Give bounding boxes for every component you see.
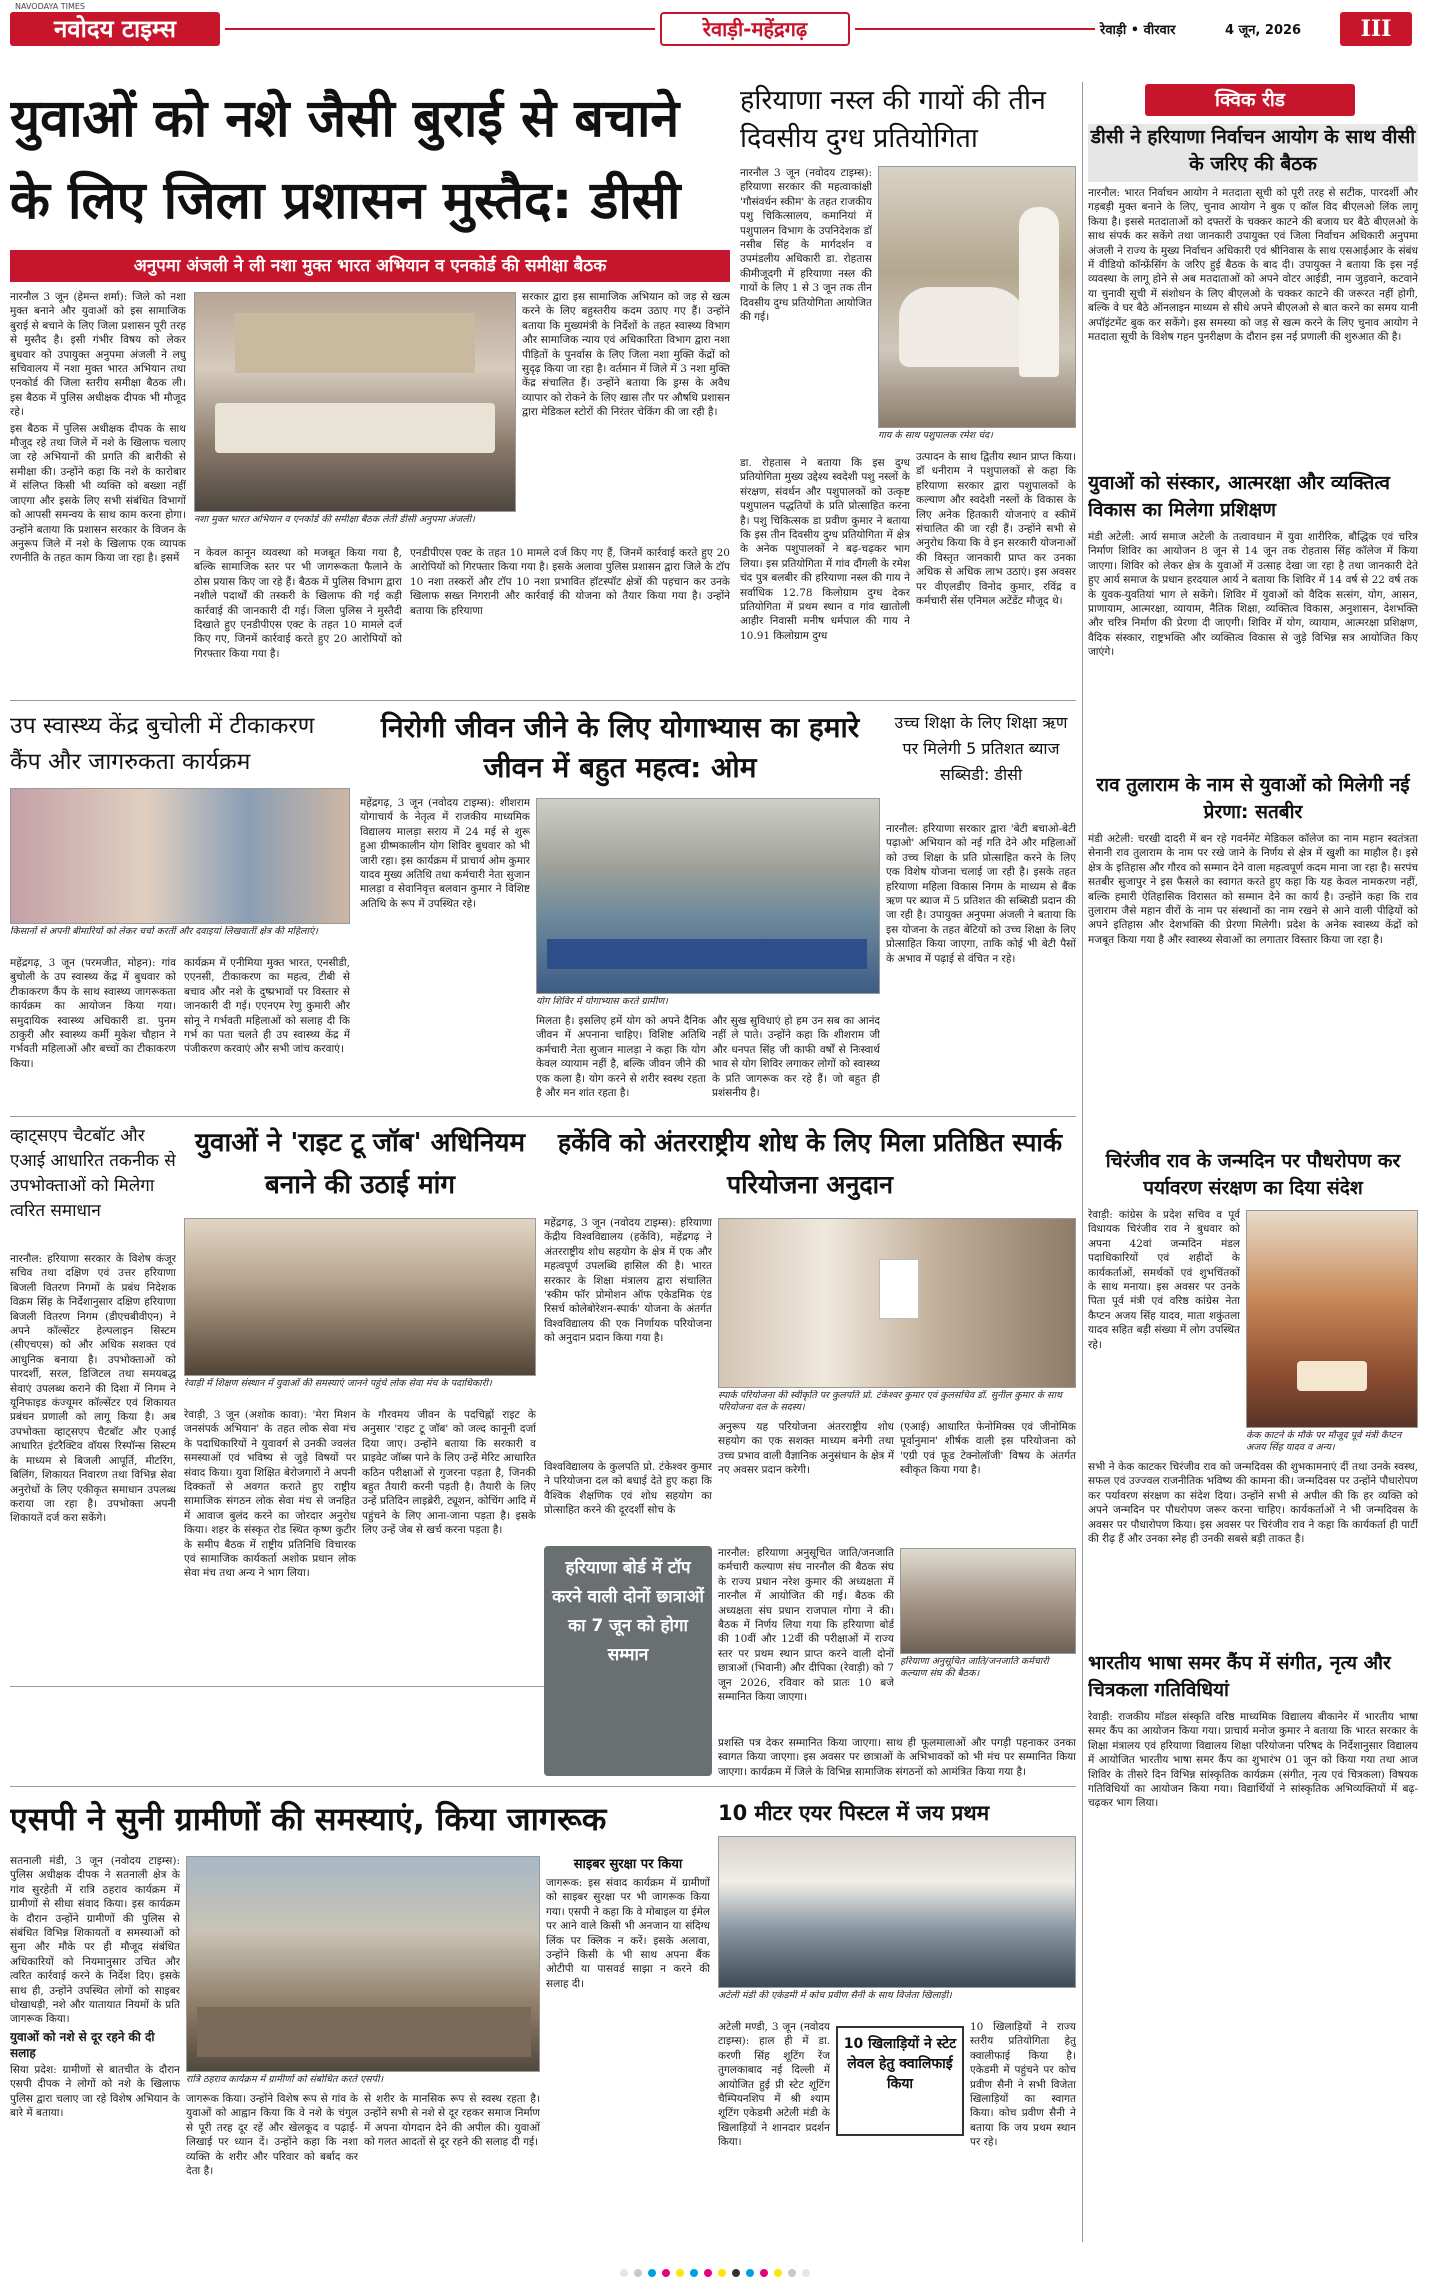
tika-col-2: कार्यक्रम में एनीमिया मुक्त भारत, एनसीडी, एएनसी, टीकाकरण का महत्व, टीबी से बचाव और नशे के दुष्प्रभावों पर विस्तार से जानकारी दी गई। एएनएम रेणु कुमारी और सोनू ने गर्भवती महिलाओं को सलाह दी कि गर्भ का पता चलते ही उप स्वास्थ्य केंद्र में पंजीकरण करवाएं और सभी जांच करवाएं। [184, 957, 350, 1056]
page-number: III [1340, 12, 1412, 46]
sp-col-2: जागरूक किया। उन्होंने विशेष रूप से गांव के युवाओं को आह्वान किया कि वे नशे के चंगुल से पूरी तरह दूर रहें और खेलकूद व पढ़ाई-लिखाई पर ध्यान दें। उन्होंने कहा कि नशा व्यक्ति के शरीर और परिवार को बर्बाद कर देता है। [186, 2093, 358, 2178]
sp-photo [186, 1856, 540, 2072]
yoga-headline: निरोगी जीवन जीने के लिए योगाभ्यास का हमारे जीवन में बहुत महत्व: ओम [380, 711, 860, 784]
spark-col-2: विश्वविद्यालय के कुलपति प्रो. टंकेश्वर कुमार ने परियोजना दल को बधाई देते हुए कहा कि वैश्विक शैक्षणिक एवं शोध सहयोग का प्रोत्साहित करने की दूरदर्शी सोच के [544, 1461, 712, 1517]
yoga-photo [536, 798, 880, 994]
tika-headline: उप स्वास्थ्य केंद्र बुचोली में टीकाकरण कैंप और जागरुकता कार्यक्रम [10, 713, 315, 775]
certificate [879, 1259, 919, 1319]
tika-col-1: महेंद्रगढ़, 3 जून (परमजीत, मोहन): गांव बुचोली के उप स्वास्थ्य केंद्र में बुधवार को टीकाकरण कैंप के साथ स्वास्थ्य जागरूकता कार्यक्रम का आयोजन किया गया। समुदायिक स्वास्थ्य अधिकारी डा. पुनम ठाकुरी और स्वास्थ्य कर्मी मुकेश चौहान ने गर्भवती महिलाओं और बच्चों का टीकाकरण किया। [10, 957, 176, 1070]
sp-col-4-text: जागरूक: इस संवाद कार्यक्रम में ग्रामीणों को साइबर सुरक्षा पर भी जागरूक किया गया। एसपी ने कहा कि वे मोबाइल या ईमेल पर आने वाले किसी भी अनजान या संदिग्ध लिंक पर क्लिक न करें। इसके अलावा, उन्होंने किसी के भी साथ अपना बैंक ओटीपी या पासवर्ड साझा न करने की सलाह दी। [546, 1877, 710, 1990]
quick-text-2: मंडी अटेली: आर्य समाज अटेली के तत्वावधान में युवा शारीरिक, बौद्धिक एवं चरित्र निर्माण शिविर का आयोजन 8 जून से 14 जून तक रोहतास सिंह कॉलेज में किया जाएगा। शिविर को लेकर क्षेत्र के युवाओं में उत्साह देखा जा रहा है तथा जानकारी देते हुए आर्य समाज के प्रधान हरदयाल आर्य ने बताया कि शिविर में 14 वर्ष से 22 वर्ष तक के युवक-युवतियां भाग ले सकेंगे। शिविर में युवाओं को वैदिक सत्संग, योग, आसन, प्राणायाम, आत्मरक्षा, व्यायाम, नैतिक शिक्षा, व्यक्तित्व विकास, अनुशासन, देशभक्ति और चरित्र निर्माण की प्रेरणा दी जाएगी। शिविर में योग, व्यायाम, आत्मरक्षा प्रशिक्षण, वैदिक संस्कार, राष्ट्रभक्ति और व्यक्तित्व विकास से जुड़े विभिन्न सत्र आयोजित किए जाएंगे। [1088, 531, 1418, 659]
sp-col-4 [546, 1856, 710, 2240]
yoga-col-2: मिलता है। इसलिए हमें योग को अपने दैनिक जीवन में अपनाना चाहिए। विशिष्ट अतिथि कर्मचारी नेता सुजान मालड़ा ने कहा कि योग केवल व्यायाम नहीं है, बल्कि जीवन जीने की एक कला है। योग करने से शरीर स्वस्थ रहता है और मन शांत रहता है। [536, 1015, 706, 1100]
yoga-caption: योग शिविर में योगाभ्यास करते ग्रामीण। [536, 996, 668, 1007]
rtw-headline: युवाओं ने 'राइट टू जॉब' अधिनियम बनाने की उठाई मांग [194, 1128, 526, 1200]
spark-col-1: महेंद्रगढ़, 3 जून (नवोदय टाइम्स): हरियाणा केंद्रीय विश्वविद्यालय (हकेंवि), महेंद्रगढ़ ने अंतरराष्ट्रीय शोध सहयोग के क्षेत्र में एक और महत्वपूर्ण उपलब्धि हासिल की है। भारत सरकार के शिक्षा मंत्रालय द्वारा संचालित 'स्कीम फॉर प्रोमोशन ऑफ एकेडमिक एंड रिसर्च कोलेबोरेशन-स्पार्क' योजना के अंतर्गत विश्वविद्यालय की एक निर्णायक परियोजना को अनुदान प्रदान किया गया है। [544, 1217, 712, 1345]
sp-caption: रात्रि ठहराव कार्यक्रम में ग्रामीणों को संबोधित करते एसपी। [186, 2074, 384, 2085]
masthead-small: NAVODAYA TIMES [15, 2, 86, 11]
divider-mid-1 [10, 1116, 1076, 1117]
board-box: हरियाणा बोर्ड में टॉप करने वाली दोनों छात्राओं का 7 जून को होगा सम्मान [544, 1546, 712, 1776]
farmer-figure [1019, 207, 1059, 377]
lead-col-2: सरकार द्वारा इस सामाजिक अभियान को जड़ से खत्म करने के लिए बहुस्तरीय कदम उठाए गए हैं। उन्होंने बताया कि मुख्यमंत्री के निर्देशों के तहत स्वास्थ्य विभाग और सामाजिक न्याय एवं अधिकारिता विभाग द्वारा नशा पीड़ितों के पुनर्वास के लिए जिला नशा मुक्ति केंद्रों को सुदृढ़ किया जा रहा है। वर्तमान में जिले में 3 नशा मुक्ति केंद्र संचालित हैं। उन्होंने बताया कि ड्रग्स के अवैध व्यापार को रोकने के लिए खास तौर पर औषधि प्रशासन द्वारा मेडिकल स्टोरों की निरंतर चेकिंग की जा रही है। [522, 291, 730, 419]
cow-photo [878, 166, 1076, 428]
lead-col-1: नारनौल 3 जून (हेमन्त शर्मा): जिले को नशा मुक्त बनाने और युवाओं को इस सामाजिक बुराई से बचाने के लिए जिला प्रशासन पूरी तरह से मुस्तैद है। इसी गंभीर विषय को लेकर बुधवार को उपायुक्त अनुपमा अंजली ने लघु सचिवालय में नशा मुक्त भारत अभियान तथा एनकोर्ड की जिला स्तरीय समीक्षा बैठक ली। इस बैठक में पुलिस अधीक्षक दीपक भी मौजूद रहे। इस बैठक में पुलिस अधीक्षक दीपक के साथ मौजूद रहे तथा जिले में नशे के खिलाफ चलाए जा रहे अभियानों की प्रगति की बारीकी से समीक्षा की। उन्होंने कहा कि नशे के कारोबार में संलिप्त किसी भी व्यक्ति को बख्शा नहीं जाएगा और इसके लिए सभी संबंधित विभागों को आपसी समन्वय के साथ काम करना होगा। उन्होंने बताया कि प्रशासन सरकार के विजन के अनुरूप जिले में नशे के खिलाफ एक व्यापक रणनीति के तहत काम किया जा रहा है। इसमें [10, 291, 186, 565]
quick-headline-4: चिरंजीव राव के जन्मदिन पर पौधरोपण कर पर्यावरण संरक्षण का दिया संदेश [1105, 1150, 1401, 1199]
cow-caption: गाय के साथ पशुपालक रमेश चंद। [878, 430, 993, 441]
shiksha-headline: उच्च शिक्षा के लिए शिक्षा ऋण पर मिलेगी 5 प्रतिशत ब्याज सब्सिडी: डीसी [894, 713, 1068, 784]
yoga-col-1: महेंद्रगढ़, 3 जून (नवोदय टाइम्स): शीशराम योगाचार्य के नेतृत्व में राजकीय माध्यमिक विद्यालय मालड़ा सराय में 24 मई से शुरू हुआ ग्रीष्मकालीन योग शिविर बुधवार को भी जारी रहा। इस कार्यक्रम में प्राचार्य ओम कुमार यादव मुख्य अतिथि तथा कर्मचारी नेता सुजान मालड़ा व सेवानिवृत्त बलवान कुमार ने विशिष्ट अतिथि के रूप में उपस्थित रहे। [360, 797, 530, 910]
cake-figure [1297, 1361, 1367, 1391]
masthead-bar [10, 2, 1418, 52]
top-rule-right [855, 28, 1095, 30]
quick-text-3: मंडी अटेली: चरखी दादरी में बन रहे गवर्नमेंट मेडिकल कॉलेज का नाम महान स्वतंत्रता सेनानी राव तुलाराम के नाम पर रखे जाने के निर्णय से क्षेत्र में खुशी का माहौल है। इसे क्षेत्र के इतिहास और गौरव को सम्मान देने वाला महत्वपूर्ण कदम माना जा रहा है। सरपंच सतबीर सुजापुर ने इस फैसले का स्वागत करते हुए कहा कि यह केवल नामकरण नहीं, बल्कि हमारी ऐतिहासिक विरासत को सम्मान देने का कार्य है। उन्होंने कहा कि राव तुलाराम जैसे महान वीरों के नाम पर संस्थानों का नाम रखने से आने वाली पीढ़ियों को अपने इतिहास और देशभक्ति की प्रेरणा मिलेगी। प्रदेश के अनेक स्वास्थ्य केंद्रों को मजबूत किया गया है और स्वास्थ्य सेवाओं का लगातार विस्तार किया जा रहा है। [1088, 833, 1418, 946]
spark-headline: हकेंवि को अंतरराष्ट्रीय शोध के लिए मिला प्रतिष्ठित स्पार्क परियोजना अनुदान [557, 1128, 1063, 1199]
cow-col-2: डा. रोहतास ने बताया कि इस दुग्ध प्रतियोगिता मुख्य उद्देश्य स्वदेशी पशु नस्लों के संरक्षण, संवर्धन और पशुपालकों को उत्कृष्ट पशुपालन पद्धतियों के प्रति प्रोत्साहित करना है। पशु चिकित्सक डा प्रवीण कुमार ने बताया कि इस तीन दिवसीय दुग्ध प्रतियोगिता में क्षेत्र के अनेक पशुपालकों ने बढ़-चढ़कर भाग लिया। इस प्रतियोगिता में गांव दौंगली के रमेश चंद पुत्र बलबीर की हरियाणा नस्ल की गाय ने सर्वाधिक 12.78 किलोग्राम दुग्ध देकर प्रतियोगिता में प्रथम स्थान व गांव खातोली आहीर निवासी मनीष धर्मपाल की गाय ने 10.91 किलोग्राम दुग्ध [740, 457, 910, 642]
cow-col-1: नारनौल 3 जून (नवोदय टाइम्स): हरियाणा सरकार की महत्वाकांक्षी 'गौसंवर्धन स्कीम' के तहत राजकीय पशु चिकित्सालय, कमानियां में पशुपालन विभाग के उपनिदेशक डॉ नसीब सिंह के मार्गदर्शन व उपमंडलीय अधिकारी डा. रोहतास कीमीजूदगी में हरियाणा नस्ल की गायों के लिए 1 से 3 जून तक तीन दिवसीय दुग्ध प्रतियोगिता आयोजित की गई। [740, 167, 872, 324]
sp-col-4-head: साइबर सुरक्षा पर किया [573, 1857, 683, 1872]
lead-photo-table [215, 403, 495, 453]
shiksha-text: नारनौल: हरियाणा सरकार द्वारा 'बेटी बचाओ-बेटी पढ़ाओ' अभियान को नई गति देने और महिलाओं को उच्च शिक्षा के प्रति प्रोत्साहित करने के लिए एक विशेष योजना चलाई जा रही है। इसके तहत हरियाणा महिला विकास निगम के माध्यम से बैंक ऋण पर ब्याज में 5 प्रतिशत की सब्सिडी प्रदान की जा रही है। उपायुक्त अनुपमा अंजली ने बताया कि इस योजना के तहत बेटियों को उच्च शिक्षा के लिए प्रोत्साहित किया जाएगा, ताकि कोई भी बेटी पैसों के अभाव में पढ़ाई से वंचित न रहे। [886, 823, 1076, 965]
top-rule-left [225, 28, 655, 30]
divider-lead [10, 700, 1076, 701]
sp-headline: एसपी ने सुनी ग्रामीणों की समस्याएं, किया जागरूक [10, 1800, 607, 1838]
section-title: रेवाड़ी-महेंद्रगढ़ [660, 12, 850, 46]
spark-caption: स्पार्क परियोजना की स्वीकृति पर कुलपति प्रो. टंकेश्वर कुमार एवं कुलसचिव डॉ. सुनील कुमार के साथ परियोजना दल के सदस्य। [718, 1390, 1062, 1413]
quick-headline-5: भारतीय भाषा समर कैंप में संगीत, नृत्य और चित्रकला गतिविधियां [1088, 1652, 1391, 1701]
lead-subhead: अनुपमा अंजली ने ली नशा मुक्त भारत अभियान व एनकोर्ड की समीक्षा बैठक [10, 250, 730, 282]
divider-right-column [1082, 82, 1083, 2242]
divider-mid-3 [10, 1786, 1076, 1787]
yoga-col-3: और सुख सुविधाएं हो हम उन सब का आनंद नहीं ले पाते। उन्होंने कहा कि शीशराम जी और धनपत सिंह जी काफी वर्षों से निःस्वार्थ भाव से योग शिविर लगाकर लोगों को स्वास्थ्य के प्रति जागरूक कर रहे हैं। जो बहुत ही प्रशंसनीय है। [712, 1015, 880, 1100]
pistol-box: 10 खिलाड़ियों ने स्टेट लेवल हेतु क्वालिफाई किया [836, 2026, 964, 2136]
sp-photo-crowd [197, 2007, 531, 2057]
lead-col-3: न केवल कानून व्यवस्था को मजबूत किया गया है, बल्कि सामाजिक स्तर पर भी जागरूकता फैलाने के ठोस प्रयास किए जा रहे हैं। बैठक में पुलिस विभाग द्वारा नशीले पदार्थों की तस्करी के खिलाफ की गई कड़ी कार्रवाई की जानकारी दी गई। जिला पुलिस ने मुस्तैदी दिखाते हुए एनडीपीएस एक्ट के तहत 10 मामले दर्ज किए गए, जिनमें कार्रवाई करते हुए 20 आरोपियों को गिरफ्तार किया गया है। [194, 547, 402, 660]
spark-col-4: (एआई) आधारित फेनोमिक्स एवं जीनोमिक पूर्वानुमान' शीर्षक वाली इस परियोजना को 'एग्री एवं फूड टेक्नोलॉजी' विषय के अंतर्गत स्वीकृत किया गया है। [900, 1421, 1076, 1477]
header-city-day: रेवाड़ी • वीरवार [1100, 23, 1176, 38]
spark-col-3: अनुरूप यह परियोजना अंतरराष्ट्रीय शोध सहयोग का एक सशक्त माध्यम बनेगी तथा उच्च प्रभाव वाली वैज्ञानिक अनुसंधान के क्षेत्र में नए अवसर प्रदान करेगी। [718, 1421, 894, 1477]
helpline-headline: व्हाट्सएप चैटबॉट और एआई आधारित तकनीक से उपभोक्ताओं को मिलेगा त्वरित समाधान [10, 1126, 176, 1221]
chiranjeev-photo [1246, 1210, 1418, 1428]
pistol-caption: अटेली मंडी की एकेडमी में कोच प्रवीण सैनी के साथ विजेता खिलाड़ी। [718, 1990, 952, 2001]
lead-photo-caption: नशा मुक्त भारत अभियान व एनकोर्ड की समीक्षा बैठक लेती डीसी अनुपमा अंजली। [194, 514, 475, 525]
rtw-photo [184, 1218, 536, 1376]
cow-headline: हरियाणा नस्ल की गायों की तीन दिवसीय दुग्ध प्रतियोगिता [740, 85, 1046, 154]
rtw-caption: रेवाड़ी में शिक्षण संस्थान में युवाओं की समस्याएं जानने पहुंचे लोक सेवा मंच के पदाधिकारी। [184, 1378, 492, 1389]
masthead-logo: नवोदय टाइम्स [10, 12, 220, 46]
pistol-headline: 10 मीटर एयर पिस्टल में जय प्रथम [718, 1801, 990, 1825]
pistol-col-2: 10 खिलाड़ियों ने राज्य स्तरीय प्रतियोगिता हेतु क्वालीफाई किया है। एकेडमी में पहुंचने पर कोच प्रवीण सैनी ने सभी विजेता खिलाड़ियों का स्वागत किया। कोच प्रवीण सैनी ने बताया कि जय प्रथम स्थान पर रहे। [970, 2021, 1076, 2149]
quick-text-4: रेवाड़ी: कांग्रेस के प्रदेश सचिव व पूर्व विधायक चिरंजीव राव ने बुधवार को अपना 42वां जन्मदिन मंडल पदाधिकारियों एवं शहीदों के कार्यकर्ताओं, समर्थकों एवं शुभचिंतकों के साथ मनाया। इस अवसर पर उनके पिता पूर्व मंत्री एवं वरिष्ठ कांग्रेस नेता कैप्टन अजय सिंह यादव, माता शकुंतला यादव सहित बड़ी संख्या में लोग उपस्थित रहे। [1088, 1209, 1240, 1351]
chiranjeev-caption: केक काटने के मौके पर मौजूद पूर्व मंत्री कैप्टन अजय सिंह यादव व अन्य। [1246, 1430, 1402, 1453]
quick-headline-3: राव तुलाराम के नाम से युवाओं को मिलेगी नई प्रेरणा: सतबीर [1096, 774, 1410, 823]
lead-photo-banner [235, 313, 475, 373]
helpline-text: नारनौल: हरियाणा सरकार के विशेष कंजूर सचिव तथा दक्षिण एवं उत्तर हरियाणा बिजली वितरण निगमों के प्रबंध निदेशक विक्रम सिंह के निर्देशानुसार दक्षिण हरियाणा बिजली वितरण निगम (डीएचबीवीएन) ने अपने कॉल्सेंटर हेल्पलाइन सिस्टम (सीएचएस) को और अधिक सशक्त एवं आधुनिक बनाया है। उपभोक्ताओं को पारदर्शी, सरल, डिजिटल तथा समयबद्ध सेवाएं उपलब्ध कराने की दिशा में निगम ने यूनिफाइड कंज्यूमर कॉल्सेंटर एवं शिकायत प्रबंधन प्रणाली को लागू किया है। अब उपभोक्ता व्हाट्सएप चैटबॉट और एआई आधारित इंटरैक्टिव वॉयस रिस्पॉन्स सिस्टम के माध्यम से बिजली आपूर्ति, मीटरिंग, बिलिंग, शिकायत निवारण तथा विभिन्न सेवा अनुरोधों के लिए एकीकृत समाधान उपलब्ध कराया जा रहा है। उपभोक्ता अपनी शिकायतें दर्ज करा सकेंगे। [10, 1253, 176, 1525]
spark-photo [718, 1218, 1076, 1388]
board-col-2: प्रशस्ति पत्र देकर सम्मानित किया जाएगा। साथ ही फूलमालाओं और पगड़ी पहनाकर उनका स्वागत किया जाएगा। इस अवसर पर छात्राओं के अभिभावकों को भी मंच पर सम्मानित किया जाएगा। कार्यक्रम में जिले के विभिन्न सामाजिक संगठनों को आमंत्रित किया गया है। [718, 1737, 1076, 1778]
quick-read-label: क्विक रीड [1145, 84, 1355, 116]
lead-headline: युवाओं को नशे जैसी बुराई से बचाने के लिए जिला प्रशासन मुस्तैद: डीसी [10, 89, 681, 231]
quick-text-4b: सभी ने केक काटकर चिरंजीव राव को जन्मदिवस की शुभकामनाएं दीं तथा उनके स्वस्थ, सफल एवं उज्ज्वल राजनीतिक भविष्य की कामना की। जन्मदिवस पर उन्होंने पौधारोपण कर पर्यावरण संरक्षण का संदेश दिया। उन्होंने सभी से अपील की कि हर व्यक्ति को अपने जन्मदिन पर पौधरोपण जरूर करना चाहिए। कार्यकर्ताओं ने भी जन्मदिवस के अवसर पर पौधारोपण किया। इस अवसर पर चिरंजीव राव ने कहा कि कार्यकर्ता ही पार्टी की रीढ़ हैं और उनका स्नेह ही उनकी सबसे बड़ी ताकत है। [1088, 1461, 1418, 1546]
lead-photo [194, 292, 516, 512]
cow-col-3: उत्पादन के साथ द्वितीय स्थान प्राप्त किया। डॉ धनीराम ने पशुपालकों से कहा कि हरियाणा सरकार द्वारा पशुपालकों के कल्याण और स्वदेशी नस्लों के विकास के लिए अनेक हितकारी योजनाएं व स्कीमें संचालित की जा रही हैं। उन्होंने सभी से अनुरोध किया कि वे इन सरकारी योजनाओं की विस्तृत जानकारी प्राप्त कर उनका अधिक से अधिक लाभ उठाएं। इस अवसर पर वीएलडीए विनोद कुमार, रविंद्र व कर्मचारी सेंस एनिमल अटेंडेंट मौजूद थे। [916, 451, 1076, 608]
quick-headline-2: युवाओं को संस्कार, आत्मरक्षा और व्यक्तित्व विकास का मिलेगा प्रशिक्षण [1088, 472, 1390, 521]
sp-subhead: युवाओं को नशे से दूर रहने की दी सलाह [10, 2029, 155, 2060]
quick-headline-1: डीसी ने हरियाणा निर्वाचन आयोग के साथ वीसी के जरिए की बैठक [1088, 124, 1418, 182]
sp-col-3: से शरीर के मानसिक रूप से स्वस्थ रहता है। उन्होंने सभी से नशे से दूर रहकर समाज निर्माण में अपना योगदान देने की अपील की। युवाओं को गलत आदतों से दूर रहने की सलाह दी गई। [364, 2093, 540, 2149]
yoga-mats [547, 939, 867, 969]
divider-mid-2 [10, 1686, 544, 1687]
pistol-photo [718, 1836, 1076, 1988]
rtw-col-1: रेवाड़ी, 3 जून (अशोक कावा): 'मेरा मिशन जनसंपर्क अभियान' के तहत लोक सेवा मंच के पदाधिकारियों ने युवावर्ग से उनकी ज्वलंत समस्याओं एवं भविष्य से जुड़े विषयों पर संवाद किया। युवा शिक्षित बेरोजगारों ने अपनी दिक्कतों से अवगत कराते हुए राष्ट्रीय सामाजिक संगठन लोक सेवा मंच से जनहित में आवाज बुलंद करने का जोरदार अनुरोध किया। शहर के संस्कृत रोड स्थित कृष्ण कुटीर के समीप बैठक में राष्ट्रीय प्रतिनिधि विचारक एवं सामाजिक कार्यकर्ता अशोक प्रधान लोक सेवा मंच तथा अन्य ने भाग लिया। [184, 1409, 356, 1580]
sp-col-1: सतनाली मंडी, 3 जून (नवोदय टाइम्स): पुलिस अधीक्षक दीपक ने सतनाली क्षेत्र के गांव सुरहेती में रात्रि ठहराव कार्यक्रम में ग्रामीणों से सीधा संवाद किया। इस कार्यक्रम के दौरान उन्होंने ग्रामीणों की पुलिस से संबंधित विभिन्न शिकायतों व समस्याओं को सुना और मौके पर ही मौजूद संबंधित अधिकारियों को नियमानुसार उचित और त्वरित कार्रवाई करने के निर्देश दिए। इसके साथ ही, उन्होंने उपस्थित लोगों को साइबर धोखाधड़ी, नशे और यातायात नियमों के प्रति जागरूक किया। युवाओं को नशे से दूर रहने की दी सलाह सिया प्रदेश: ग्रामीणों से बातचीत के दौरान एसपी दीपक ने लोगों को नशे के खिलाफ पुलिस द्वारा चलाए जा रहे विशेष अभियान के बारे में बताया। [10, 1855, 180, 2120]
print-registration-dots [400, 2262, 1030, 2276]
quick-text-1: नारनौल: भारत निर्वाचन आयोग ने मतदाता सूची को पूरी तरह से सटीक, पारदर्शी और गड़बड़ी मुक्त बनाने के लिए, चुनाव आयोग ने बुक ए कॉल विद बीएलओ लिंक लागू किया है। इससे मतदाताओं को दफ्तरों के चक्कर काटने की बजाय घर बैठे बीएलओ के साथ संपर्क कर सकेंगे तथा जानकारी उपायुक्त एवं जिला निर्वाचन अधिकारी अनुपमा अंजली ने राज्य के मुख्य निर्वाचन अधिकारी एवं श्रीनिवास के साथ एसआईआर के संबंध में वीडियो कॉन्फ्रेंसिंग के जरिए हुई बैठक के बाद दी। उपायुक्त ने बताया कि इस नई व्यवस्था के लागू होने से अब मतदाताओं को अपने वोटर आईडी, नाम जुड़वाने, कटवाने या चुनावी सूची में संशोधन के लिए बीएलओ के चक्कर काटने की जरूरत नहीं होगी, बल्कि वे घर बैठे ऑनलाइन माध्यम से सीधे अपने बीएलओ से बात करने का समय यानी अपॉइंटमेंट बुक कर सकेंगे। इस समस्या को जड़ से खत्म करने के लिए चुनाव आयोग ने मतदाता सूची के विशेष गहन पुनरीक्षण के दौरान इस नई प्रणाली की शुरुआत की है। [1088, 187, 1418, 344]
cow-figure [899, 287, 1029, 367]
header-date: 4 जून, 2026 [1225, 23, 1302, 38]
board-col-1: नारनौल: हरियाणा अनुसूचित जाति/जनजाति कर्मचारी कल्याण संघ नारनौल की बैठक संघ के राज्य प्रधान नरेश कुमार की अध्यक्षता में नारनौल में आयोजित की गई। बैठक की अध्यक्षता संघ प्रधान राजपाल गोगा ने की। बैठक में निर्णय लिया गया कि हरियाणा बोर्ड की 10वीं और 12वीं की परीक्षाओं में राज्य स्तर पर प्रथम स्थान प्राप्त करने वाली दोनों छात्राओं (भिवानी) और दीपिका (रेवाड़ी) को 7 जून 2026, रविवार को प्रातः 10 बजे सम्मानित किया जाएगा। [718, 1547, 894, 1704]
pistol-col-1: अटेली मण्डी, 3 जून (नवोदय टाइम्स): हाल ही में डा. करणी सिंह शूटिंग रेंज तुगलकाबाद नई दिल्ली में आयोजित हुई प्री स्टेट शूटिंग चैम्पियनशिप में श्री श्याम शूटिंग एकेडमी अटेली मंडी के खिलाड़ियों ने शानदार प्रदर्शन किया। [718, 2021, 830, 2149]
rtw-col-2: के गौरवमय जीवन के पदचिह्नों राइट के अनुसार 'राइट टू जॉब' को जल्द कानूनी दर्जा दिया जाए। उन्होंने बताया कि सरकारी व प्राइवेट जॉब्स पाने के लिए उन्हें मेरिट आधारित कठिन परीक्षाओं से गुजरना पड़ता है, जिनकी बहुत तैयारी करनी पड़ती है। तैयारी के लिए उन्हें प्रतिदिन लाइब्रेरी, ट्यूशन, कोचिंग आदि में पहुंचने के लिए आना-जाना पड़ता है। इसके लिए उन्हें जेब से खर्च करना पड़ता है। [362, 1409, 536, 1537]
tika-caption: किसानों से अपनी बीमारियों को लेकर चर्चा करतीं और दवाइयां लिखवातीं क्षेत्र की महिलाएं। [10, 926, 318, 937]
quick-text-5: रेवाड़ी: राजकीय मॉडल संस्कृति वरिष्ठ माध्यमिक विद्यालय बीकानेर में भारतीय भाषा समर कैंप का आयोजन किया गया। प्राचार्य मनोज कुमार ने बताया कि भारत सरकार के शिक्षा मंत्रालय एवं हरियाणा विद्यालय शिक्षा परियोजना परिषद के निर्देशानुसार विद्यालय में आयोजित भारतीय भाषा समर कैंप का शुभारंभ 01 जून को किया गया तथा आज शिविर के तीसरे दिन विभिन्न सांस्कृतिक कार्यक्रम (संगीत, नृत्य एवं चित्रकला) विषयक गतिविधियों का आयोजन किया गया। विद्यार्थियों ने सांस्कृतिक अभिव्यक्तियों में बढ़-चढ़कर भाग लिया। [1088, 1711, 1418, 1810]
board-caption: हरियाणा अनुसूचित जाति/जनजाति कर्मचारी कल्याण संघ की बैठक। [900, 1656, 1049, 1679]
lead-col-4: एनडीपीएस एक्ट के तहत 10 मामले दर्ज किए गए हैं, जिनमें कार्रवाई करते हुए 20 आरोपियों को गिरफ्तार किया गया है। इसके अलावा पुलिस प्रशासन द्वारा जिले के टॉप 10 नशा तस्करों और टॉप 10 नशा प्रभावित हॉटस्पॉट क्षेत्रों की पहचान कर उनके खिलाफ सख्त निगरानी और कार्रवाई की योजना को तैयार किया गया है। उन्होंने बताया कि हरियाणा [410, 547, 730, 617]
board-photo [900, 1548, 1076, 1654]
tika-photo [10, 788, 350, 924]
